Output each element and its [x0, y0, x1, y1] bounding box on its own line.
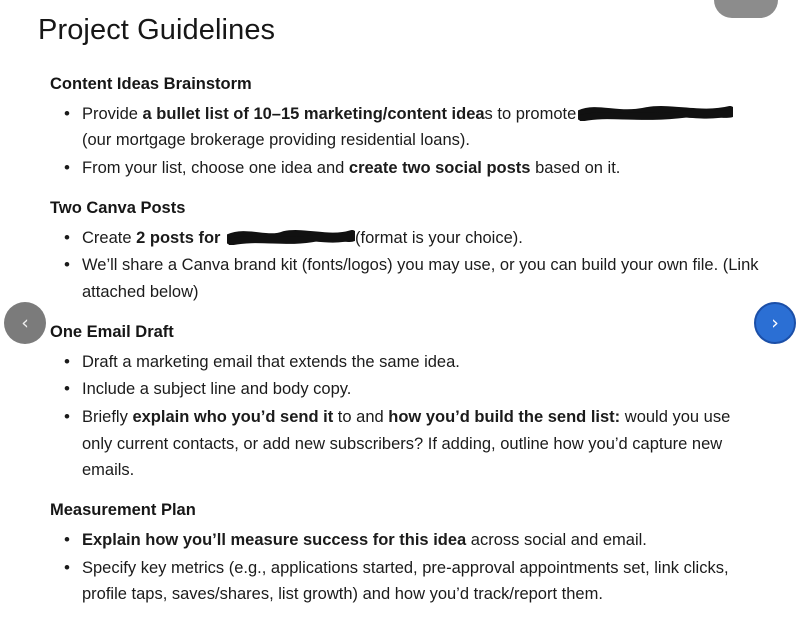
bullet-list — [50, 349, 760, 485]
body-text: Include a subject line and body copy. — [82, 380, 352, 399]
document-section — [50, 498, 760, 608]
document-section — [50, 196, 760, 306]
body-text: We’ll share a Canva brand kit (fonts/logos) you may use, or you can build your own file. (Link attached below) — [82, 256, 759, 302]
body-text: Provide — [82, 104, 143, 123]
body-text: (our mortgage brokerage providing residential loans). — [82, 131, 470, 150]
list-item — [80, 404, 760, 484]
body-text: based on it. — [530, 159, 621, 178]
redacted-text — [578, 106, 733, 121]
redacted-text — [227, 230, 355, 245]
section-heading: Two Canva Posts — [50, 198, 186, 217]
list-item — [80, 101, 760, 154]
bullet-list — [50, 101, 760, 182]
body-text: Briefly — [82, 408, 133, 426]
top-handle[interactable] — [714, 0, 778, 18]
body-text: Specify key metrics (e.g., applications started, pre-approval appointments set, link clicks, profile taps, saves/shares, list growth) and how you’d track/report them. — [82, 558, 729, 604]
emphasis-text: a bullet list of 10–15 marketing/content idea — [142, 104, 485, 123]
document-section — [50, 72, 760, 182]
next-button[interactable] — [754, 302, 796, 344]
body-text: s to promote — [484, 104, 577, 123]
emphasis-text: 2 posts for — [136, 228, 226, 247]
bullet-list — [50, 225, 760, 306]
document-body — [50, 72, 760, 622]
list-item — [80, 527, 760, 554]
emphasis-text: how you’d build the send list: — [388, 408, 621, 426]
list-item — [80, 252, 760, 305]
list-item — [80, 155, 760, 182]
list-item — [80, 555, 760, 608]
emphasis-text: create two social posts — [348, 159, 531, 178]
body-text: Draft a marketing email that extends the same idea. — [82, 352, 460, 371]
body-text: across social and email. — [466, 530, 647, 549]
emphasis-text: Explain how you’ll measure success for this idea — [82, 530, 467, 549]
section-heading: One Email Draft — [50, 322, 174, 341]
body-text: (format is your choice). — [355, 228, 523, 247]
list-item — [80, 225, 760, 252]
body-text: Create — [82, 228, 137, 247]
body-text: would you use only current contacts, or add new subscribers? If adding, outline how you’d capture new emails. — [82, 408, 731, 480]
section-heading: Measurement Plan — [50, 501, 196, 520]
page-title: Project Guidelines — [38, 14, 276, 46]
body-text: From your list, choose one idea and — [82, 159, 349, 178]
section-heading: Content Ideas Brainstorm — [50, 75, 252, 93]
body-text: to and — [333, 408, 389, 426]
list-item — [80, 349, 760, 376]
bullet-list — [50, 527, 760, 608]
emphasis-text: explain who you’d send it — [132, 408, 334, 426]
previous-button[interactable] — [4, 302, 46, 344]
chevron-left-icon: ‹ — [21, 311, 29, 334]
chevron-right-icon: › — [771, 311, 779, 334]
list-item — [80, 376, 760, 403]
document-section — [50, 320, 760, 484]
